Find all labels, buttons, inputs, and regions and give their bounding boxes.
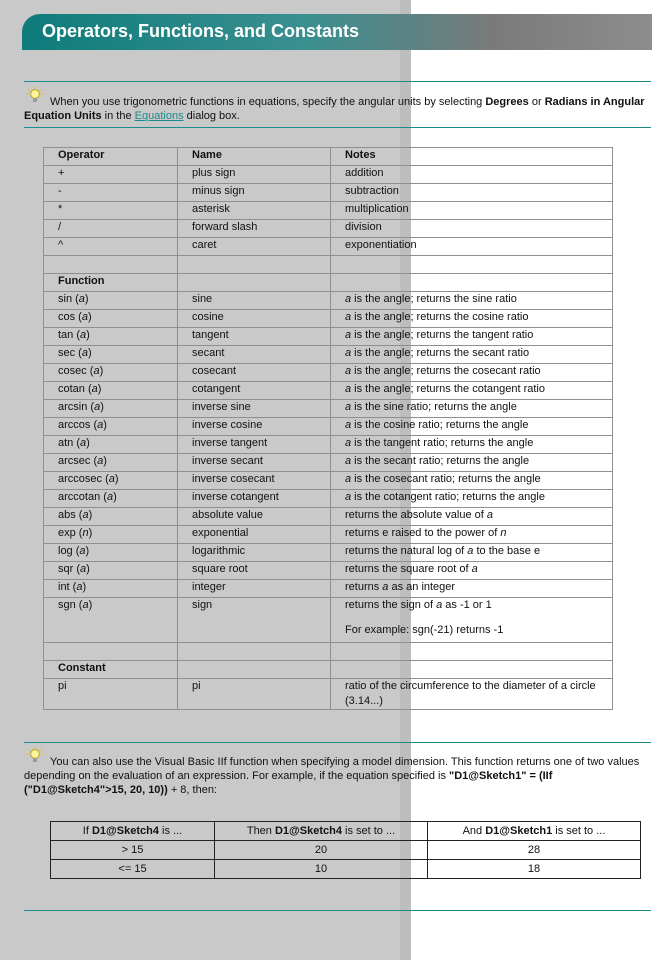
notes-cell: addition [331, 166, 613, 184]
notes-cell: returns the absolute value of a [331, 508, 613, 526]
trig-units-tip: When you use trigonometric functions in equations, specify the angular units by selecting Degrees or Radians in Angular Equation Units in the Equations dialog box. [24, 96, 645, 122]
name-cell: inverse tangent [178, 436, 331, 454]
function-cell: sgn (a) [44, 598, 178, 643]
name-cell: cosecant [178, 364, 331, 382]
name-cell: cotangent [178, 382, 331, 400]
notes-cell: exponentiation [331, 238, 613, 256]
column-header: Notes [331, 148, 613, 166]
table-row [51, 860, 641, 879]
name-cell: cosine [178, 310, 331, 328]
name-cell: integer [178, 580, 331, 598]
example-text: For example: sgn(-21) returns -1 [345, 624, 504, 636]
name-cell: inverse cosine [178, 418, 331, 436]
notes-cell: a is the angle; returns the cotangent ratio [331, 382, 613, 400]
notes-cell: multiplication [331, 202, 613, 220]
condition-cell: > 15 [51, 841, 215, 860]
operator-cell: + [44, 166, 178, 184]
table-row [44, 580, 613, 598]
empty-row [44, 256, 613, 274]
function-cell: arcsec (a) [44, 454, 178, 472]
table-row [44, 220, 613, 238]
operator-cell: ^ [44, 238, 178, 256]
table-header-row [51, 822, 641, 841]
column-header: Then D1@Sketch4 is set to ... [215, 822, 428, 841]
notes-cell: a is the cotangent ratio; returns the angle [331, 490, 613, 508]
table-row [44, 166, 613, 184]
page-title: Operators, Functions, and Constants [42, 21, 360, 41]
notes-cell: a is the angle; returns the tangent ratio [331, 328, 613, 346]
name-cell: square root [178, 562, 331, 580]
function-cell: arccotan (a) [44, 490, 178, 508]
operator-cell: * [44, 202, 178, 220]
operator-cell: - [44, 184, 178, 202]
value-cell: 20 [215, 841, 428, 860]
table-row [44, 400, 613, 418]
section-row-constant [44, 661, 613, 679]
column-header: Name [178, 148, 331, 166]
divider [24, 910, 651, 911]
value-cell: 10 [215, 860, 428, 879]
function-cell: arcsin (a) [44, 400, 178, 418]
operator-cell: / [44, 220, 178, 238]
notes-cell: a is the cosine ratio; returns the angle [331, 418, 613, 436]
section-label: Function [44, 274, 178, 292]
function-cell: cosec (a) [44, 364, 178, 382]
table-row [44, 418, 613, 436]
divider [24, 742, 651, 743]
table-row [44, 454, 613, 472]
table-row [44, 238, 613, 256]
section-row-function [44, 274, 613, 292]
function-cell: arccos (a) [44, 418, 178, 436]
notes-cell: a is the secant ratio; returns the angle [331, 454, 613, 472]
name-cell: forward slash [178, 220, 331, 238]
notes-cell: returns a as an integer [331, 580, 613, 598]
table-row [44, 472, 613, 490]
column-header: Operator [44, 148, 178, 166]
table-row [44, 544, 613, 562]
notes-cell: ratio of the circumference to the diameter of a circle (3.14...) [331, 679, 613, 710]
notes-cell: division [331, 220, 613, 238]
table-row [44, 436, 613, 454]
iif-tip: You can also use the Visual Basic IIf function when specifying a model dimension. This function returns one of two values depending on the evaluation of an expression. For example, if the equation specified is "D1@Sketch1" = (IIf ("D1@Sketch4">15, 20, 10)) + 8, then: [24, 756, 640, 796]
table-row [44, 346, 613, 364]
table-row [44, 202, 613, 220]
table-row [44, 364, 613, 382]
name-cell: inverse sine [178, 400, 331, 418]
function-cell: cos (a) [44, 310, 178, 328]
function-cell: abs (a) [44, 508, 178, 526]
notes-cell: a is the cosecant ratio; returns the angle [331, 472, 613, 490]
notes-cell: returns the natural log of a to the base e [331, 544, 613, 562]
name-cell: sign [178, 598, 331, 643]
table-row [44, 598, 613, 643]
name-cell: inverse secant [178, 454, 331, 472]
constant-cell: pi [44, 679, 178, 710]
condition-cell: <= 15 [51, 860, 215, 879]
notes-cell: a is the tangent ratio; returns the angle [331, 436, 613, 454]
name-cell: secant [178, 346, 331, 364]
notes-cell: returns the square root of a [331, 562, 613, 580]
notes-cell: a is the angle; returns the sine ratio [331, 292, 613, 310]
column-header: If D1@Sketch4 is ... [51, 822, 215, 841]
notes-cell: a is the angle; returns the cosecant ratio [331, 364, 613, 382]
function-cell: exp (n) [44, 526, 178, 544]
notes-cell: a is the angle; returns the cosine ratio [331, 310, 613, 328]
table-row [51, 841, 641, 860]
table-row [44, 679, 613, 710]
name-cell: asterisk [178, 202, 331, 220]
function-cell: log (a) [44, 544, 178, 562]
iif-example-table [50, 821, 641, 879]
operators-table [43, 147, 613, 710]
result-cell: 18 [428, 860, 641, 879]
table-row [44, 184, 613, 202]
function-cell: arccosec (a) [44, 472, 178, 490]
notes-cell: a is the sine ratio; returns the angle [331, 400, 613, 418]
name-cell: pi [178, 679, 331, 710]
name-cell: exponential [178, 526, 331, 544]
function-cell: atn (a) [44, 436, 178, 454]
function-cell: sin (a) [44, 292, 178, 310]
name-cell: tangent [178, 328, 331, 346]
section-label: Constant [44, 661, 178, 679]
divider [24, 127, 651, 128]
table-row [44, 382, 613, 400]
name-cell: minus sign [178, 184, 331, 202]
notes-cell: a is the angle; returns the secant ratio [331, 346, 613, 364]
function-cell: int (a) [44, 580, 178, 598]
table-row [44, 310, 613, 328]
name-cell: caret [178, 238, 331, 256]
name-cell: inverse cosecant [178, 472, 331, 490]
result-cell: 28 [428, 841, 641, 860]
equations-link[interactable]: Equations [134, 110, 184, 122]
table-row [44, 508, 613, 526]
notes-cell: subtraction [331, 184, 613, 202]
table-row [44, 526, 613, 544]
name-cell: logarithmic [178, 544, 331, 562]
table-row [44, 328, 613, 346]
notes-cell: returns the sign of a as -1 or 1 For example: sgn(-21) returns -1 [331, 598, 613, 643]
name-cell: sine [178, 292, 331, 310]
name-cell: inverse cotangent [178, 490, 331, 508]
empty-row [44, 643, 613, 661]
notes-cell: returns e raised to the power of n [331, 526, 613, 544]
table-header-row [44, 148, 613, 166]
divider [24, 81, 651, 82]
function-rows [44, 292, 613, 508]
function-cell: tan (a) [44, 328, 178, 346]
table-row [44, 292, 613, 310]
table-row [44, 562, 613, 580]
column-header: And D1@Sketch1 is set to ... [428, 822, 641, 841]
name-cell: plus sign [178, 166, 331, 184]
table-row [44, 490, 613, 508]
function-cell: cotan (a) [44, 382, 178, 400]
function-cell: sec (a) [44, 346, 178, 364]
title-banner [22, 14, 652, 50]
name-cell: absolute value [178, 508, 331, 526]
function-cell: sqr (a) [44, 562, 178, 580]
